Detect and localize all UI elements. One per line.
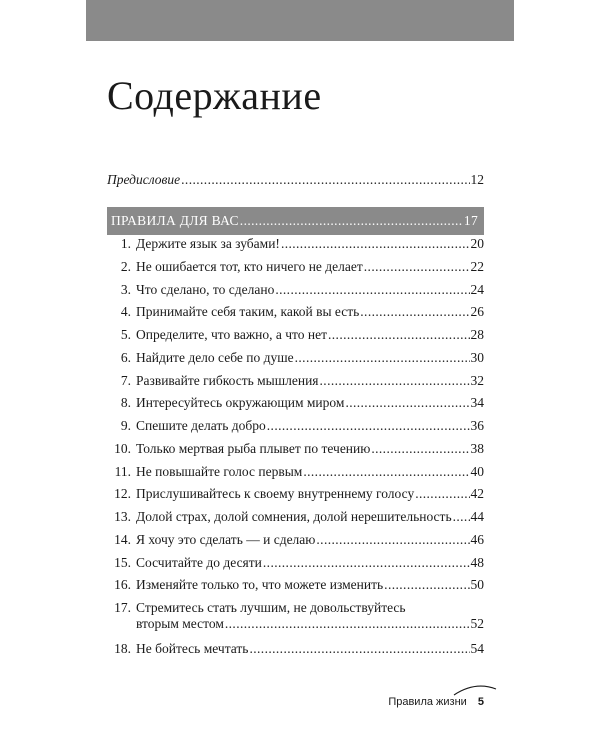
toc-item-title: Интересуйтесь окружающим миром [136, 395, 345, 411]
page-footer [388, 696, 484, 708]
toc-item-number: 11. [114, 463, 131, 479]
toc-item-title: Что сделано, то сделано [136, 281, 275, 297]
toc-item-number: 17. [114, 600, 131, 615]
toc-item-page: 24 [470, 281, 484, 297]
dot-leader [364, 259, 470, 275]
toc-item-title: Стремитесь стать лучшим, не довольствуйтесь [136, 600, 406, 615]
toc-item-title: Определите, что важно, а что нет [136, 327, 327, 342]
dot-leader [316, 532, 469, 548]
toc-item-title: Сосчитайте до десяти [136, 554, 262, 570]
dot-leader [281, 236, 470, 252]
toc-item [107, 555, 484, 578]
toc-item-page: 44 [470, 509, 484, 524]
toc-item [107, 464, 484, 487]
header-band [86, 0, 514, 41]
toc-item-number: 18. [114, 641, 131, 656]
toc-item-title: Спешите делать добро [136, 418, 266, 433]
toc-item [107, 327, 484, 350]
dot-leader [320, 373, 470, 389]
toc-item-page: 28 [470, 327, 484, 342]
dot-leader [240, 213, 463, 229]
toc-item-page: 48 [470, 554, 484, 570]
toc-preface [107, 172, 484, 188]
toc-item-page: 54 [470, 641, 484, 656]
toc-item-page: 22 [470, 258, 484, 274]
toc-item-page: 40 [470, 463, 484, 479]
page-title: Содержание [107, 73, 322, 118]
toc-item-page: 30 [470, 349, 484, 365]
toc-item-title: Прислушивайтесь к своему внутреннему голосу [136, 486, 415, 502]
toc-item-number: 6. [120, 349, 131, 365]
toc-item-page: 34 [470, 395, 484, 411]
toc-item-page: 46 [470, 531, 484, 547]
toc-item-page: 50 [470, 577, 484, 593]
toc-item [107, 373, 484, 396]
toc-item-number: 12. [114, 486, 131, 502]
dot-leader [415, 486, 469, 502]
toc-item [107, 441, 484, 464]
dot-leader [328, 327, 470, 343]
toc-item-number: 10. [114, 440, 131, 456]
dot-leader [225, 616, 470, 632]
toc-item [107, 259, 484, 282]
toc-item [107, 418, 484, 441]
dot-leader [267, 418, 470, 434]
toc-item [107, 509, 484, 532]
dot-leader [275, 282, 469, 298]
toc-item-title: Не повышайте голос первым [136, 463, 303, 479]
toc-item-page: 20 [470, 236, 484, 251]
toc-item-page: 36 [470, 418, 484, 433]
toc-preface-label: Предисловие [107, 172, 181, 187]
dot-leader [295, 350, 470, 366]
toc-item-title: Не ошибается тот, кто ничего не делает [136, 258, 363, 274]
toc-item-number: 3. [120, 281, 131, 297]
toc-item [107, 600, 484, 641]
dot-leader [371, 441, 469, 457]
toc-item-page: 32 [470, 372, 484, 388]
dot-leader [384, 577, 469, 593]
toc-item-number: 7. [120, 372, 131, 388]
dot-leader [249, 641, 469, 657]
toc-item-title: Только мертвая рыба плывет по течению [136, 440, 371, 456]
toc-item [107, 641, 484, 664]
toc-item-number: 5. [120, 327, 131, 342]
toc-item-number: 16. [114, 577, 131, 593]
toc-item-page: 38 [470, 440, 484, 456]
toc-item-title: Развивайте гибкость мышления [136, 372, 319, 388]
toc-item-title: Не бойтесь мечтать [136, 641, 249, 656]
toc-item-number: 8. [120, 395, 131, 411]
toc-item-number: 9. [120, 418, 131, 433]
toc-section-heading [107, 207, 484, 235]
toc-preface-page: 12 [470, 172, 484, 187]
footer-page-number: 5 [477, 696, 484, 708]
toc-item-number: 1. [120, 236, 131, 251]
toc-item [107, 350, 484, 373]
toc-item-title: Я хочу это сделать — и сделаю [136, 531, 316, 547]
dot-leader [263, 555, 470, 571]
dot-leader [181, 172, 469, 188]
toc-item [107, 282, 484, 305]
toc-item-title: Держите язык за зубами! [136, 236, 280, 251]
toc-item-page: 42 [470, 486, 484, 502]
dot-leader [453, 509, 470, 525]
toc-section-label: ПРАВИЛА ДЛЯ ВАС [111, 213, 239, 228]
footer-arc-ornament [452, 683, 498, 697]
toc-item-title: Долой страх, долой сомнения, долой нерешительность [136, 509, 452, 524]
toc-item-page: 26 [470, 304, 484, 320]
toc-item-number: 4. [120, 304, 131, 320]
dot-leader [345, 395, 469, 411]
toc-item [107, 236, 484, 259]
dot-leader [303, 464, 469, 480]
toc-item-title: Изменяйте только то, что можете изменить [136, 577, 384, 593]
toc-item-number: 14. [114, 531, 131, 547]
toc-item [107, 395, 484, 418]
toc-item-title-continued: вторым местом [136, 616, 224, 631]
toc-item-number: 13. [114, 509, 131, 524]
footer-book-title: Правила жизни [388, 696, 467, 708]
toc-item-title: Найдите дело себе по душе [136, 349, 294, 365]
toc-section-page: 17 [463, 213, 478, 228]
dot-leader [360, 304, 469, 320]
toc-item [107, 486, 484, 509]
toc-item-number: 2. [120, 258, 131, 274]
toc-item [107, 577, 484, 600]
toc-item [107, 304, 484, 327]
toc-item-number: 15. [114, 554, 131, 570]
toc-list [107, 236, 484, 664]
toc-item-title: Принимайте себя таким, какой вы есть [136, 304, 360, 320]
toc-item-page: 52 [470, 616, 484, 631]
toc-item [107, 532, 484, 555]
